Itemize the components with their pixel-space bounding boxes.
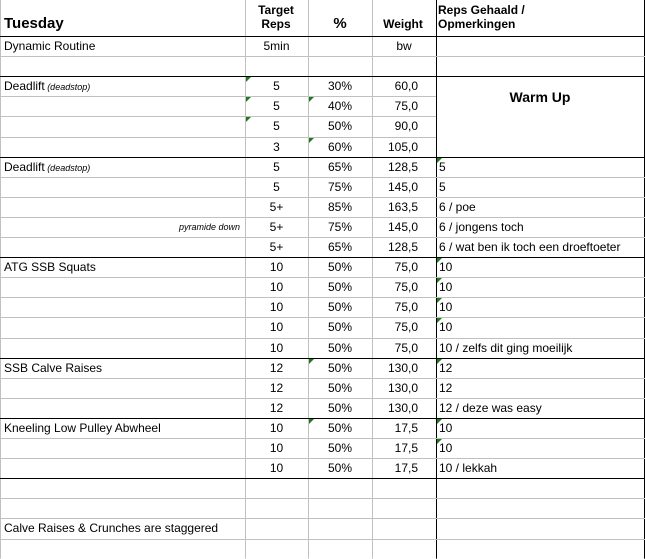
percent-cell[interactable]: 60% <box>327 139 353 154</box>
reps-done-cell[interactable]: 12 <box>439 380 453 395</box>
target-reps-cell[interactable]: 10 <box>269 340 284 355</box>
percent-cell[interactable]: 65% <box>327 240 353 254</box>
weight-cell[interactable]: 105,0 <box>387 139 418 154</box>
comment-marker <box>246 97 251 102</box>
weight-cell[interactable]: 163,5 <box>387 199 418 214</box>
target-reps-cell[interactable]: 12 <box>269 400 284 415</box>
weight-cell[interactable]: 75,0 <box>394 340 418 355</box>
comment-marker <box>309 138 314 143</box>
comment-marker <box>309 97 314 102</box>
weight-cell[interactable]: 90,0 <box>394 119 418 134</box>
target-reps-cell[interactable]: 5min <box>263 39 290 53</box>
comment-marker <box>437 419 442 424</box>
exercise-cell[interactable]: Dynamic Routine <box>4 39 96 53</box>
target-reps-cell[interactable]: 5+ <box>269 219 284 234</box>
weight-cell[interactable]: 60,0 <box>394 79 418 94</box>
target-reps-cell[interactable]: 10 <box>269 260 284 275</box>
weight-cell[interactable]: 75,0 <box>394 300 418 315</box>
comment-marker <box>437 439 442 444</box>
comment-marker <box>437 298 442 303</box>
percent-cell[interactable]: 85% <box>327 199 353 214</box>
reps-done-cell[interactable]: 10 <box>439 280 453 295</box>
reps-done-cell[interactable]: 10 / zelfs dit ging moeilijk <box>439 340 573 355</box>
notes-header-line2[interactable]: Opmerkingen <box>438 17 516 31</box>
weight-cell[interactable]: 17,5 <box>394 420 418 435</box>
exercise-note: (deadstop) <box>44 82 91 93</box>
reps-done-cell[interactable]: 10 <box>439 300 453 315</box>
target-reps-cell[interactable]: 10 <box>269 420 284 435</box>
weight-cell[interactable]: 75,0 <box>394 280 418 295</box>
reps-done-cell[interactable]: 10 <box>439 441 453 455</box>
exercise-cell[interactable]: Deadlift (deadstop) <box>4 79 91 94</box>
warm-up-label[interactable]: Warm Up <box>509 89 571 105</box>
reps-done-cell[interactable]: 10 <box>439 260 453 275</box>
weight-cell[interactable]: 75,0 <box>394 99 418 114</box>
percent-cell[interactable]: 50% <box>327 441 353 455</box>
weight-cell[interactable]: 75,0 <box>394 260 418 275</box>
weight-cell[interactable]: bw <box>396 39 412 53</box>
target-reps-cell[interactable]: 5+ <box>269 199 284 214</box>
target-reps-header-line1[interactable]: Target <box>258 3 294 17</box>
weight-cell[interactable]: 145,0 <box>387 219 418 234</box>
percent-cell[interactable]: 50% <box>327 400 353 415</box>
weight-cell[interactable]: 130,0 <box>387 400 418 415</box>
comment-marker <box>246 77 251 82</box>
target-reps-cell[interactable]: 5 <box>273 119 280 134</box>
percent-cell[interactable]: 50% <box>327 119 353 134</box>
exercise-note: (deadstop) <box>44 162 91 173</box>
reps-done-cell[interactable]: 10 / lekkah <box>439 461 498 476</box>
percent-cell[interactable]: 50% <box>327 380 353 395</box>
target-reps-cell[interactable]: 12 <box>269 360 284 375</box>
target-reps-header-line2[interactable]: Reps <box>261 17 291 31</box>
exercise-cell[interactable]: ATG SSB Squats <box>4 260 96 275</box>
target-reps-cell[interactable]: 10 <box>269 300 284 315</box>
target-reps-cell[interactable]: 5 <box>273 179 280 194</box>
target-reps-cell[interactable]: 5+ <box>269 240 284 254</box>
target-reps-cell[interactable]: 5 <box>273 159 280 174</box>
percent-header[interactable]: % <box>333 15 347 32</box>
percent-cell[interactable]: 50% <box>327 340 353 355</box>
reps-done-cell[interactable]: 5 <box>439 159 446 174</box>
weight-cell[interactable]: 17,5 <box>394 441 418 455</box>
target-reps-cell[interactable]: 12 <box>269 380 284 395</box>
comment-marker <box>437 158 442 163</box>
percent-cell[interactable]: 50% <box>327 320 353 335</box>
percent-cell[interactable]: 50% <box>327 260 353 275</box>
weight-header[interactable]: Weight <box>383 17 423 31</box>
percent-cell[interactable]: 50% <box>327 360 353 375</box>
weight-cell[interactable]: 75,0 <box>394 320 418 335</box>
reps-done-cell[interactable]: 6 / wat ben ik toch een droeftoeter <box>439 240 621 254</box>
reps-done-cell[interactable]: 12 / deze was easy <box>439 400 542 415</box>
reps-done-cell[interactable]: 5 <box>439 179 446 194</box>
comment-marker <box>437 318 442 323</box>
reps-done-cell[interactable]: 10 <box>439 320 453 335</box>
notes-header-line1[interactable]: Reps Gehaald / <box>438 3 525 17</box>
comment-marker <box>437 258 442 263</box>
exercise-note[interactable]: pyramide down <box>178 221 240 232</box>
percent-cell[interactable]: 50% <box>327 280 353 295</box>
exercise-cell[interactable]: Kneeling Low Pulley Abwheel <box>4 420 161 435</box>
percent-cell[interactable]: 40% <box>327 99 353 114</box>
comment-marker <box>309 359 314 364</box>
weight-cell[interactable]: 128,5 <box>387 159 418 174</box>
weight-cell[interactable]: 130,0 <box>387 380 418 395</box>
percent-cell[interactable]: 50% <box>327 420 353 435</box>
percent-cell[interactable]: 65% <box>327 159 353 174</box>
target-reps-cell[interactable]: 5 <box>273 79 280 94</box>
reps-done-cell[interactable]: 6 / poe <box>439 199 476 214</box>
exercise-cell[interactable]: SSB Calve Raises <box>4 360 103 375</box>
target-reps-cell[interactable]: 3 <box>273 139 280 154</box>
percent-cell[interactable]: 75% <box>327 219 353 234</box>
comment-marker <box>246 117 251 122</box>
target-reps-cell[interactable]: 10 <box>269 280 284 295</box>
weight-cell[interactable]: 17,5 <box>394 461 418 476</box>
percent-cell[interactable]: 50% <box>327 300 353 315</box>
weight-cell[interactable]: 128,5 <box>387 240 418 254</box>
reps-done-cell[interactable]: 12 <box>439 360 453 375</box>
day-title[interactable]: Tuesday <box>4 15 64 32</box>
comment-marker <box>437 278 442 283</box>
weight-cell[interactable]: 145,0 <box>387 179 418 194</box>
comment-marker <box>309 419 314 424</box>
weight-cell[interactable]: 130,0 <box>387 360 418 375</box>
target-reps-cell[interactable]: 10 <box>269 441 284 455</box>
target-reps-cell[interactable]: 10 <box>269 461 284 476</box>
percent-cell[interactable]: 75% <box>327 179 353 194</box>
percent-cell[interactable]: 30% <box>327 79 353 94</box>
target-reps-cell[interactable]: 10 <box>269 320 284 335</box>
reps-done-cell[interactable]: 6 / jongens toch <box>439 219 524 234</box>
comment-marker <box>437 359 442 364</box>
percent-cell[interactable]: 50% <box>327 461 353 476</box>
exercise-cell[interactable]: Calve Raises & Crunches are staggered <box>4 521 219 536</box>
reps-done-cell[interactable]: 10 <box>439 420 453 435</box>
target-reps-cell[interactable]: 5 <box>273 99 280 114</box>
exercise-cell[interactable]: Deadlift (deadstop) <box>4 159 91 174</box>
